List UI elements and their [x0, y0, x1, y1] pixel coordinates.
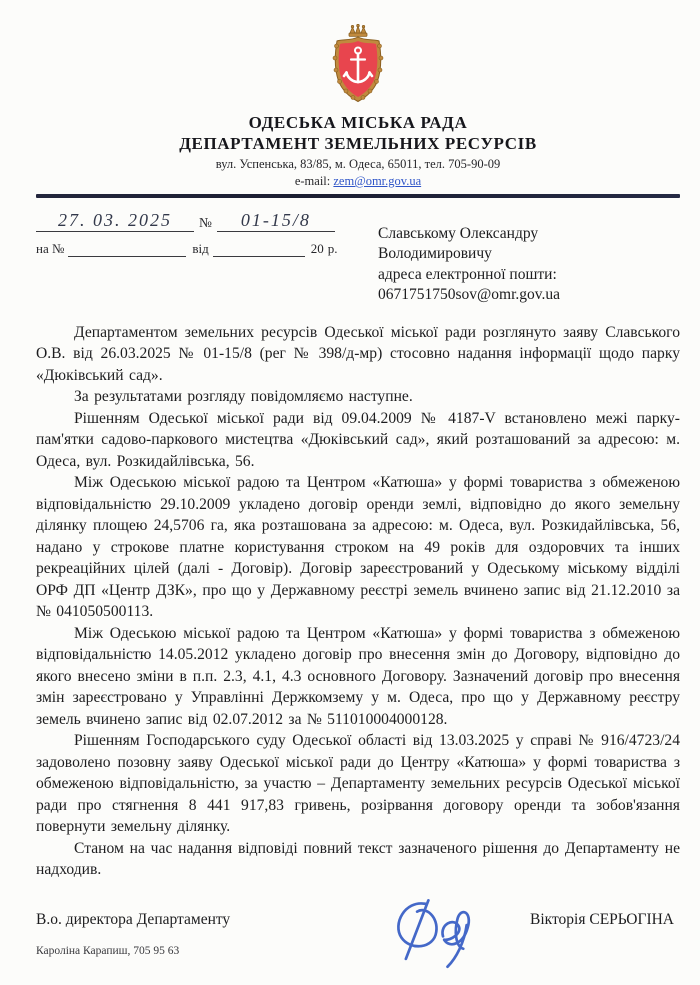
email-label: e-mail: [294, 174, 331, 188]
ref-date-field [36, 210, 194, 232]
org-name: ОДЕСЬКА МІСЬКА РАДА [248, 113, 468, 132]
reply-year: 20 [310, 240, 324, 256]
recipient-email-label: адреса електронної пошти: [378, 265, 557, 283]
reply-year-suffix: р. [327, 240, 338, 256]
paragraph-5: Між Одеською міської радою та Центром «Катюша» у формі товариства з обмеженою відповідальністю 14.05.2012 укладено договір про внесення змін до Договору, відповідно до якого внесено зміни в п.п. 2.3, 4.1, 4.3 основного Договору. Зазначений договір про внесення змін зареєстровано у Управлінні Держкомзему у м. Одеса, про що у Державному реєстру земель вчинено запис від 02.07.2012 за № 511010004000128. [36, 624, 680, 728]
email-row [36, 174, 680, 189]
ref-number-field [217, 210, 335, 232]
recipient-email: 0671751750sov@omr.gov.ua [378, 286, 561, 303]
reply-number-blank [68, 242, 186, 257]
recipient-name-line2: Володимировичу [378, 245, 492, 262]
reference-block [36, 202, 366, 306]
dept-name: ДЕПАРТАМЕНТ ЗЕМЕЛЬНИХ РЕСУРСІВ [179, 134, 537, 153]
signatory-position: В.о. директора Департаменту [36, 910, 231, 928]
reference-recipient-row [36, 202, 680, 306]
ref-number-handwritten: 01-15/8 [240, 209, 311, 230]
paragraph-6: Рішенням Господарського суду Одеської області від 13.03.2025 у справі № 916/4723/24 задоволено позовну заяву Одеської міської ради до Центру «Катюша» у формі товариства з обмеженою відповідальністю, за участю – Департаменту земельних ресурсів Одеської міської ради про стягнення 8 441 917,83 гривень, розірвання договору оренди та зобов'язання повернути земельну ділянку. [36, 732, 680, 835]
letterhead [36, 24, 680, 198]
recipient-name-line1: Славському Олександру [378, 224, 539, 242]
paragraph-3: Рішенням Одеської міської ради від 09.04.2009 № 4187-V встановлено межі парку-пам'ятки садово-паркового мистецтва «Дюківський сад», який розташований за адресою: м. Одеса, вул. Розкидайлівська, 56. [36, 409, 680, 470]
incoming-ref-line [36, 239, 366, 257]
paragraph-1: Департаментом земельних ресурсів Одеської міської ради розглянуто заяву Славського О.В. від 26.03.2025 № 01-15/8 (рег № 398/д-мр) стосовно надання інформації щодо парку «Дюківський сад». [36, 323, 680, 384]
org-address: вул. Успенська, 83/85, м. Одеса, 65011, тел. 705-90-09 [215, 157, 501, 171]
ref-number-sign: № [199, 214, 212, 230]
handwritten-signature [388, 897, 498, 969]
email-link[interactable]: zem@omr.gov.ua [333, 174, 422, 188]
paragraph-7: Станом на час надання відповіді повний текст зазначеного рішення до Департаменту не надходив. [36, 839, 680, 878]
ref-date-handwritten: 27. 03. 2025 [58, 209, 172, 230]
executor-info: Кароліна Карапиш, 705 95 63 [36, 944, 180, 957]
reply-date-blank [213, 242, 305, 257]
header-rule [36, 194, 680, 198]
recipient-block [378, 202, 560, 306]
odesa-coat-of-arms-icon [323, 24, 393, 106]
letter-body [36, 322, 680, 881]
paragraph-2: За результатами розгляду повідомляємо наступне. [74, 388, 413, 405]
paragraph-4: Між Одеською міської радою та Центром «Катюша» у формі товариства з обмеженою відповідальністю 29.10.2009 укладено договір оренди землі, відповідно до якого земельну ділянку площею 24,5706 га, яка розташована за адресою: м. Одеса, вул. Розкидайлівська, 56, надано у строкове платне користування строком на 49 років для оздоровчих та інших рекреаційних цілей (далі - Договір). Договір зареєстрований у Одеському міському відділі ОРФ ДП «Центр ДЗК», про що у Державному реєстрі земель вчинено запис від 21.12.2010 за № 041050500113. [36, 474, 680, 620]
signatory-name: Вікторія СЕРЬОГІНА [530, 910, 674, 928]
outgoing-ref-line [36, 202, 366, 232]
signature-row [36, 911, 680, 929]
reply-prefix: на № [36, 240, 65, 256]
reply-from-label: від [192, 240, 209, 256]
